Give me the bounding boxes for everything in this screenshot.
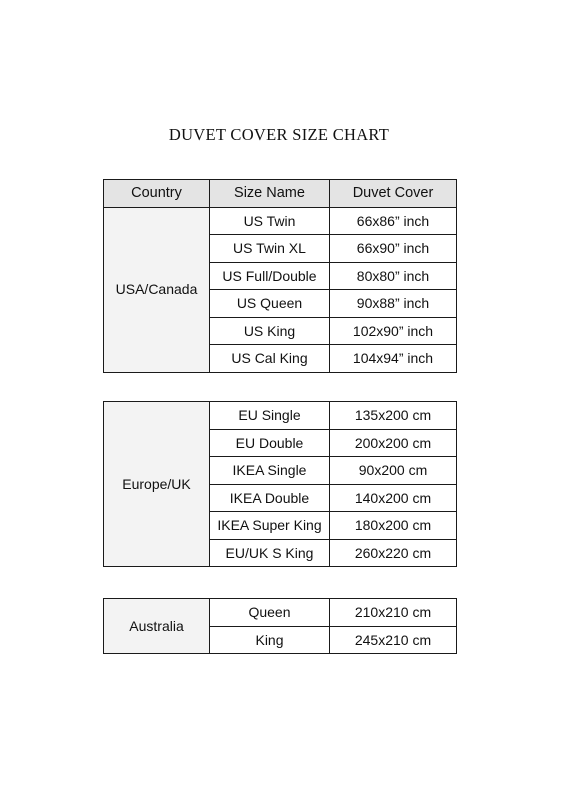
size-name-cell: King	[210, 626, 330, 654]
duvet-cover-cell: 140x200 cm	[330, 484, 457, 512]
size-name-cell: US Cal King	[210, 345, 330, 373]
size-name-cell: US Twin	[210, 207, 330, 235]
header-row	[104, 180, 457, 208]
header-country: Country	[104, 180, 210, 208]
duvet-cover-cell: 66x86” inch	[330, 207, 457, 235]
table-row	[104, 599, 457, 627]
duvet-cover-cell: 260x220 cm	[330, 539, 457, 567]
duvet-cover-cell: 180x200 cm	[330, 512, 457, 540]
duvet-cover-cell: 104x94” inch	[330, 345, 457, 373]
size-table-australia	[103, 598, 457, 654]
size-name-cell: Queen	[210, 599, 330, 627]
header-duvet-cover: Duvet Cover	[330, 180, 457, 208]
size-name-cell: EU Single	[210, 402, 330, 430]
duvet-cover-cell: 245x210 cm	[330, 626, 457, 654]
size-name-cell: EU/UK S King	[210, 539, 330, 567]
size-name-cell: EU Double	[210, 429, 330, 457]
duvet-cover-cell: 90x200 cm	[330, 457, 457, 485]
duvet-cover-cell: 102x90” inch	[330, 317, 457, 345]
table-row	[104, 207, 457, 235]
size-name-cell: US Twin XL	[210, 235, 330, 263]
size-name-cell: US Queen	[210, 290, 330, 318]
duvet-cover-cell: 200x200 cm	[330, 429, 457, 457]
duvet-cover-cell: 210x210 cm	[330, 599, 457, 627]
duvet-cover-cell: 90x88” inch	[330, 290, 457, 318]
country-cell: Europe/UK	[104, 402, 210, 567]
duvet-cover-cell: 66x90” inch	[330, 235, 457, 263]
size-table-usa-canada	[103, 179, 457, 373]
page-title: DUVET COVER SIZE CHART	[168, 125, 390, 144]
size-name-cell: US Full/Double	[210, 262, 330, 290]
duvet-cover-cell: 135x200 cm	[330, 402, 457, 430]
country-cell: Australia	[104, 599, 210, 654]
duvet-cover-cell: 80x80” inch	[330, 262, 457, 290]
table-row	[104, 402, 457, 430]
size-name-cell: IKEA Double	[210, 484, 330, 512]
country-cell: USA/Canada	[104, 207, 210, 372]
header-size-name: Size Name	[210, 180, 330, 208]
size-table-europe-uk	[103, 401, 457, 567]
size-name-cell: US King	[210, 317, 330, 345]
size-name-cell: IKEA Super King	[210, 512, 330, 540]
size-name-cell: IKEA Single	[210, 457, 330, 485]
